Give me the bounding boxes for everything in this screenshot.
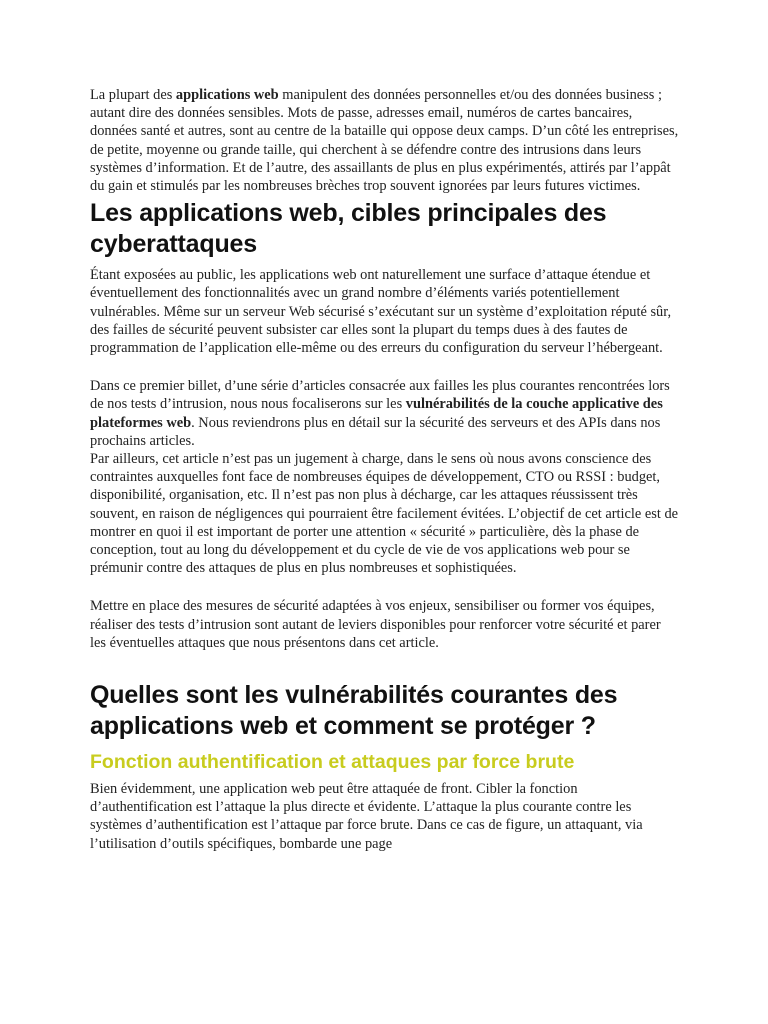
brute-force-paragraph: Bien évidemment, une application web peut être attaquée de front. Cibler la fonction d’authentification est l’attaque la plus directe et évidente. L’attaque la plus courante contre les systèmes d’authentification est l’attaque par force brute. Dans ce cas de figure, un attaquant, via l’utilisation d’outils spécifiques, bombarde une page [90,781,643,852]
series-text-start: Dans ce premier billet, d’une série d’articles consacrée aux failles les plus courantes rencontrées lors de nos tests d’intrusion, nous nous focaliserons sur les [90,378,670,413]
measures-paragraph: Mettre en place des mesures de sécurité adaptées à vos enjeux, sensibiliser ou former vos équipes, réaliser des tests d’intrusion sont autant de leviers disponibles pour renforcer votre sécurité et parer les éventuelles attaques que nous présentons dans cet article. [90,598,661,651]
series-text-end: . Nous reviendrons plus en détail sur la sécurité des serveurs et des APIs dans nos prochains articles. [90,414,661,449]
exposure-paragraph: Étant exposées au public, les applications web ont naturellement une surface d’attaque étendue et éventuellement des fonctionnalités avec un grand nombre d’éléments variés potentiellement vulnérables. Même sur un serveur Web sécurisé s’exécutant sur un système d’exploitation réputé sûr, des failles de sécurité peuvent subsister car elles sont la plupart du temps dues à des fautes de programmation de l’application elle-même ou des erreurs du configuration du serveur l’hébergeant. [90,267,672,357]
subheading-brute-force: Fonction authentification et attaques par force brute [90,751,575,774]
document-page [90,86,680,853]
series-emphasis: vulnérabilités de la couche applicative des plateformes web [90,396,663,431]
disclaimer-paragraph: Par ailleurs, cet article n’est pas un jugement à charge, dans le sens où nous avons conscience des contraintes auxquelles font face de nombreuses équipes de développement, CTO ou RSSI : budget, disponibilité, organisation, etc. Il n’est pas non plus à décharge, car les attaques réussissent très souvent, en raison de négligences qui pourraient être facilement évitées. L’objectif de cet article est de montrer en quoi il est important de porter une attention « sécurité » particulière, dès la phase de conception, tout au long du développement et du cycle de vie de vos applications web pour se prémunir contre des attaques de plus en plus nombreuses et sophistiquées. [90,451,679,577]
intro-text-end: manipulent des données personnelles et/ou des données business ; autant dire des données sensibles. Mots de passe, adresses email, numéros de cartes bancaires, données santé et autres, sont au centre de la bataille qui oppose deux camps. D’un côté les entreprises, de petite, moyenne ou grande taille, qui cherchent à se défendre contre des intrusions dans leurs systèmes d’information. Et de l’autre, des assaillants de plus en plus expérimentés, attirés par l’appât du gain et stimulés par les nombreuses brèches trop souvent ignorées par leurs futures victimes. [90,87,679,195]
intro-paragraph [90,86,680,195]
heading-web-apps-targets: Les applications web, cibles principales des cyberattaques [90,199,607,259]
heading-common-vulnerabilities: Quelles sont les vulnérabilités courantes des applications web et comment se protéger ? [90,681,618,741]
intro-emphasis: applications web [175,87,279,103]
intro-text-start: La plupart des [90,87,176,103]
series-intro-paragraph [90,377,680,450]
